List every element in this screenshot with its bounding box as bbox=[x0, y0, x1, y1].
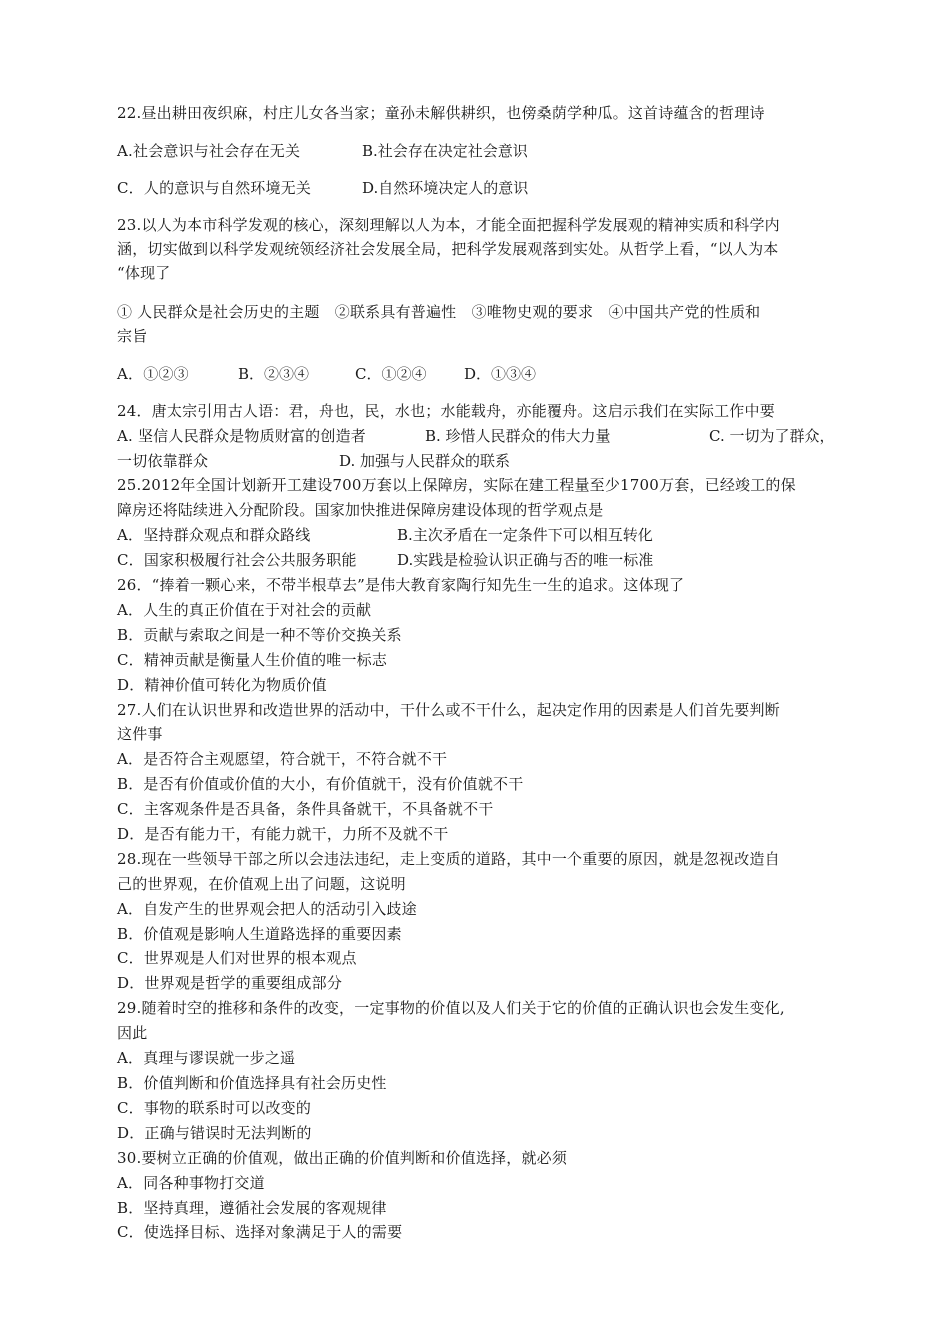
q29-stem-line2: 因此 bbox=[117, 1024, 148, 1042]
q22-stem: 22.昼出耕田夜织麻，村庄儿女各当家；童孙未解供耕织，也傍桑荫学种瓜。这首诗蕴含的哲理诗 bbox=[117, 104, 765, 122]
q23-items-line2: 宗旨 bbox=[117, 327, 148, 345]
q22-option-d: D.自然环境决定人的意识 bbox=[362, 179, 529, 197]
q26-option-c: C．精神贡献是衡量人生价值的唯一标志 bbox=[117, 651, 388, 669]
q28-option-a: A．自发产生的世界观会把人的活动引入歧途 bbox=[117, 900, 417, 918]
q29-option-c: C．事物的联系时可以改变的 bbox=[117, 1099, 312, 1117]
q25-option-b: B.主次矛盾在一定条件下可以相互转化 bbox=[397, 526, 653, 544]
q30-option-a: A．同各种事物打交道 bbox=[117, 1174, 265, 1192]
q26-option-b: B．贡献与索取之间是一种不等价交换关系 bbox=[117, 626, 402, 644]
q22-option-a: A.社会意识与社会存在无关 bbox=[117, 142, 301, 160]
q23-option-b: B．②③④ bbox=[238, 365, 310, 383]
q24-option-b: B. 珍惜人民群众的伟大力量 bbox=[425, 427, 611, 445]
q24-option-a: A. 坚信人民群众是物质财富的创造者 bbox=[117, 427, 366, 445]
q29-option-b: B．价值判断和价值选择具有社会历史性 bbox=[117, 1074, 387, 1092]
q26-option-d: D．精神价值可转化为物质价值 bbox=[117, 676, 327, 694]
q28-option-d: D．世界观是哲学的重要组成部分 bbox=[117, 974, 343, 992]
q27-option-a: A．是否符合主观愿望，符合就干，不符合就不干 bbox=[117, 750, 448, 768]
q29-stem-line1: 29.随着时空的推移和条件的改变，一定事物的价值以及人们关于它的价值的正确认识也会发生变化, bbox=[117, 999, 785, 1017]
q23-items-line1: ① 人民群众是社会历史的主题 ②联系具有普遍性 ③唯物史观的要求 ④中国共产党的性质和 bbox=[117, 303, 761, 321]
q25-stem-line1: 25.2012年全国计划新开工建设700万套以上保障房，实际在建工程量至少1700万套，已经竣工的保 bbox=[117, 476, 796, 494]
q28-stem-line2: 己的世界观，在价值观上出了问题，这说明 bbox=[117, 875, 406, 893]
q27-option-c: C．主客观条件是否具备，条件具备就干，不具备就不干 bbox=[117, 800, 494, 818]
q23-option-d: D．①③④ bbox=[464, 365, 537, 383]
q28-stem-line1: 28.现在一些领导干部之所以会违法违纪，走上变质的道路，其中一个重要的原因，就是忽视改造自 bbox=[117, 850, 780, 868]
q27-option-b: B．是否有价值或价值的大小，有价值就干，没有价值就不干 bbox=[117, 775, 524, 793]
q24-option-d: D. 加强与人民群众的联系 bbox=[339, 452, 511, 470]
q25-option-a: A．坚持群众观点和群众路线 bbox=[117, 526, 311, 544]
q26-stem: 26．“捧着一颗心来，不带半根草去”是伟大教育家陶行知先生一生的追求。这体现了 bbox=[117, 576, 685, 594]
q22-option-c: C．人的意识与自然环境无关 bbox=[117, 179, 312, 197]
q23-option-c: C．①②④ bbox=[355, 365, 427, 383]
q25-option-c: C．国家积极履行社会公共服务职能 bbox=[117, 551, 357, 569]
q23-stem-line2: 涵，切实做到以科学发观统领经济社会发展全局，把科学发展观落到实处。从哲学上看，“以人为本 bbox=[117, 240, 779, 258]
q22-option-b: B.社会存在决定社会意识 bbox=[362, 142, 528, 160]
q23-stem-line3: “体现了 bbox=[117, 264, 171, 282]
q24-option-c: C. 一切为了群众， bbox=[709, 427, 835, 445]
q24-stem: 24．唐太宗引用古人语：君，舟也，民，水也；水能载舟，亦能覆舟。这启示我们在实际工作中要 bbox=[117, 402, 775, 420]
q29-option-a: A．真理与谬误就一步之遥 bbox=[117, 1049, 296, 1067]
q23-stem-line1: 23.以人为本市科学发观的核心，深刻理解以人为本，才能全面把握科学发展观的精神实质和科学内 bbox=[117, 216, 780, 234]
q23-option-a: A．①②③ bbox=[117, 365, 189, 383]
q27-stem-line2: 这件事 bbox=[117, 725, 163, 743]
q30-option-b: B．坚持真理，遵循社会发展的客观规律 bbox=[117, 1199, 387, 1217]
q27-stem-line1: 27.人们在认识世界和改造世界的活动中，干什么或不干什么，起决定作用的因素是人们首先要判断 bbox=[117, 701, 780, 719]
q27-option-d: D．是否有能力干，有能力就干，力所不及就不干 bbox=[117, 825, 449, 843]
q25-option-d: D.实践是检验认识正确与否的唯一标准 bbox=[397, 551, 654, 569]
q28-option-c: C．世界观是人们对世界的根本观点 bbox=[117, 949, 357, 967]
q25-stem-line2: 障房还将陆续进入分配阶段。国家加快推进保障房建设体现的哲学观点是 bbox=[117, 501, 604, 519]
q28-option-b: B．价值观是影响人生道路选择的重要因素 bbox=[117, 925, 402, 943]
q24-option-c-cont: 一切依靠群众 bbox=[117, 452, 209, 470]
q30-option-c: C．使选择目标、选择对象满足于人的需要 bbox=[117, 1223, 403, 1241]
q26-option-a: A．人生的真正价值在于对社会的贡献 bbox=[117, 601, 372, 619]
q30-stem: 30.要树立正确的价值观，做出正确的价值判断和价值选择，就必须 bbox=[117, 1149, 568, 1167]
q29-option-d: D．正确与错误时无法判断的 bbox=[117, 1124, 312, 1142]
